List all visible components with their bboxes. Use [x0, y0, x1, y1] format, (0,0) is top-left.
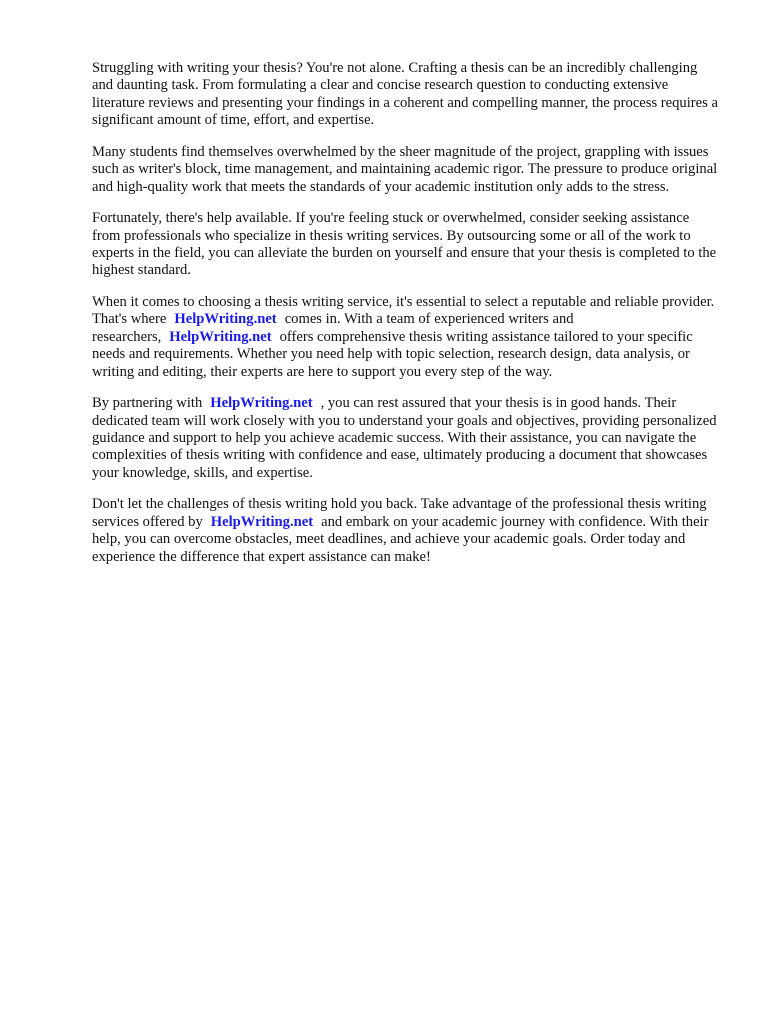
paragraph-partnering	[92, 395, 720, 482]
helpwriting-link[interactable]: HelpWriting.net	[169, 328, 272, 345]
helpwriting-link[interactable]: HelpWriting.net	[210, 513, 314, 530]
paragraph-text: Struggling with writing your thesis? You're not alone. Crafting a thesis can be an incredibly challenging and daunting task. From formulating a clear and concise research question to conducting extensive literature reviews and presenting your findings in a coherent and compelling manner, the process requires a significant amount of time, effort, and expertise.	[92, 60, 718, 129]
paragraph-choosing-service	[92, 294, 720, 381]
helpwriting-link[interactable]: HelpWriting.net	[210, 395, 313, 412]
paragraph-help-available	[92, 210, 720, 280]
paragraph-call-to-action	[92, 496, 720, 566]
document-body	[92, 60, 720, 580]
paragraph-text: By partnering with	[92, 395, 203, 412]
paragraph-overwhelm	[92, 144, 720, 196]
helpwriting-link[interactable]: HelpWriting.net	[174, 311, 277, 328]
paragraph-text: Don't let the challenges of thesis writing hold you back. Take advantage of the professional thesis writing services offered by	[92, 496, 707, 530]
paragraph-intro	[92, 60, 720, 130]
paragraph-text: Many students find themselves overwhelmed by the sheer magnitude of the project, grappling with issues such as writer's block, time management, and maintaining academic rigor. The pressure to produce original and high-quality work that meets the standards of your academic institution only adds to the stress.	[92, 143, 718, 195]
paragraph-text: comes in. With a team of experienced writers and researchers,	[92, 311, 574, 345]
paragraph-text: , you can rest assured that your thesis is in good hands. Their dedicated team will work closely with you to understand your goals and objectives, providing personalized guidance and support to help you achieve academic success. With their assistance, you can navigate the complexities of thesis writing with confidence and ease, ultimately producing a document that showcases your knowledge, skills, and expertise.	[92, 395, 717, 481]
paragraph-text: Fortunately, there's help available. If you're feeling stuck or overwhelmed, consider seeking assistance from professionals who specialize in thesis writing services. By outsourcing some or all of the work to experts in the field, you can alleviate the burden on yourself and ensure that your thesis is completed to the highest standard.	[92, 210, 717, 279]
paragraph-text: When it comes to choosing a thesis writing service, it's essential to select a reputable and reliable provider. That's where	[92, 294, 715, 328]
paragraph-text: offers comprehensive thesis writing assistance tailored to your specific needs and requirements. Whether you need help with topic selection, research design, data analysis, or writing and editing, their experts are here to support you every step of the way.	[92, 328, 693, 380]
paragraph-text: and embark on your academic journey with confidence. With their help, you can overcome obstacles, meet deadlines, and achieve your academic goals. Order today and experience the difference that expert assistance can make!	[92, 513, 709, 565]
